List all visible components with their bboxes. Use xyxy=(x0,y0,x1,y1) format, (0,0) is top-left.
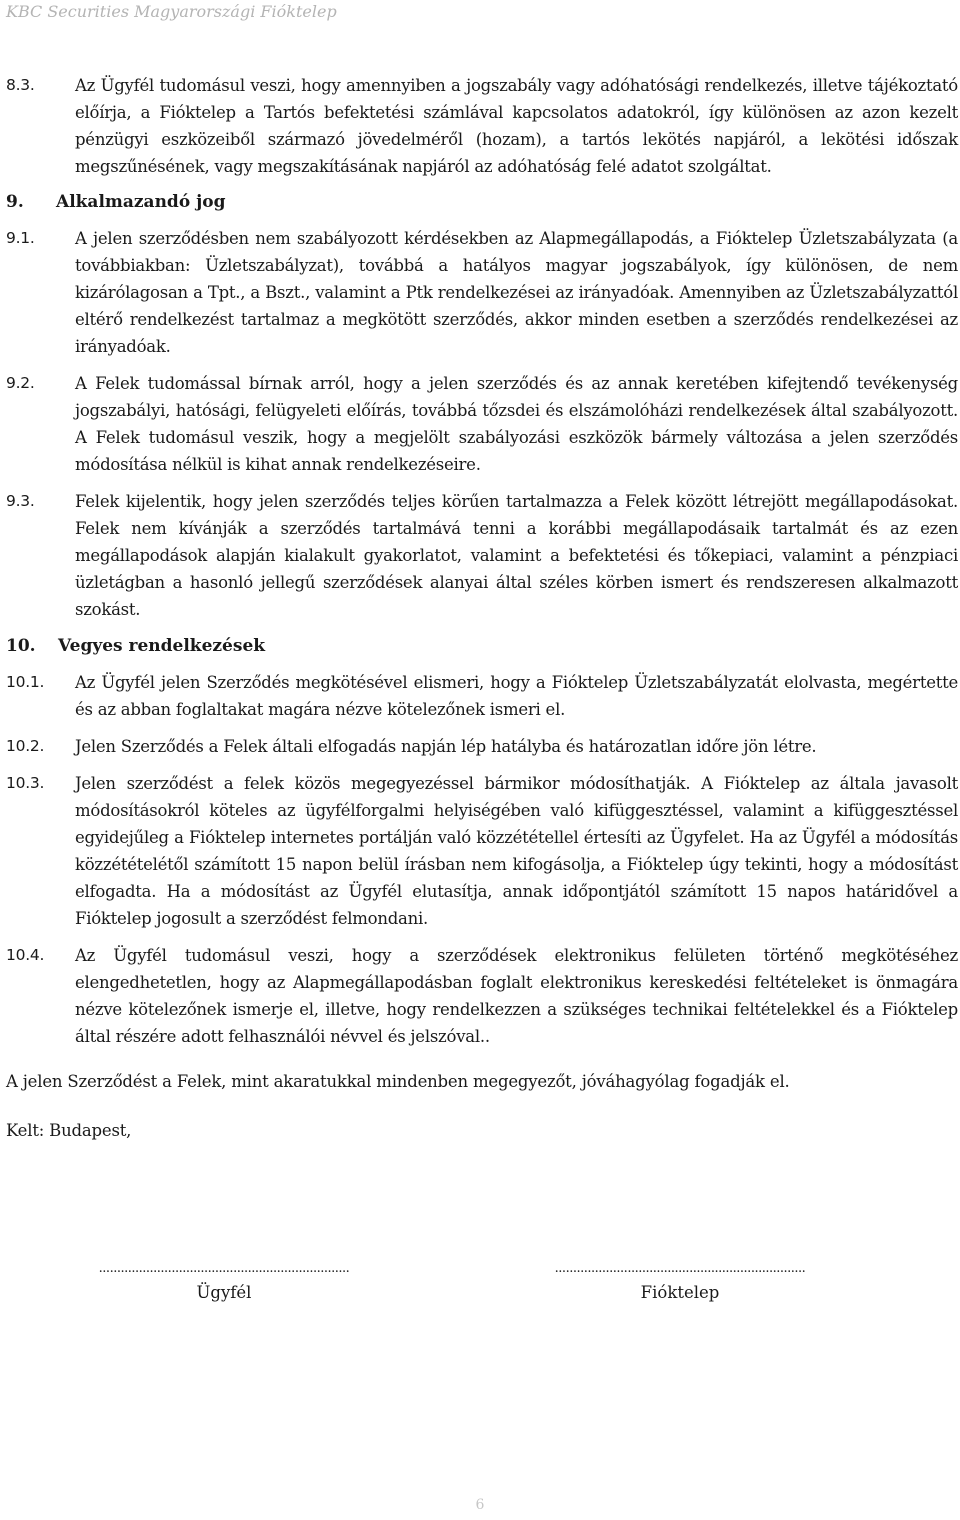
clause-number: 9.3. xyxy=(6,492,35,510)
clause-8-3 xyxy=(6,72,958,180)
signature-label: Ügyfél xyxy=(196,1283,252,1302)
clause-text: Felek kijelentik, hogy jelen szerződés teljes körűen tartalmazza a Felek között létrejött megállapodásokat. Felek nem kívánják a szerződés tartalmává tenni a korábbi megállapodásaik tartalmát és az ezen megállapodások alapján kialakult gyakorlatot, valamint a befektetési és tőkepiaci, valamint a pénzpiaci üzletágban a hasonló jellegű szerződések alanyai által széles körben ismert és rendszeresen alkalmazott szokást. xyxy=(75,492,958,619)
document-body xyxy=(6,72,958,1144)
clause-text: Az Ügyfél jelen Szerződés megkötésével elismeri, hogy a Fióktelep Üzletszabályzatát elolvasta, megértette és az abban foglaltakat magára nézve kötelezőnek ismeri el. xyxy=(75,673,958,719)
signature-line: ..................................................................... xyxy=(98,1261,350,1276)
section-heading-10 xyxy=(6,633,958,660)
clause-number: 10.4. xyxy=(6,946,45,964)
clause-9-1 xyxy=(6,225,958,360)
clause-text: A Felek tudomással bírnak arról, hogy a jelen szerződés és az annak keretében kifejtendő tevékenység jogszabályi, hatósági, felügyeleti előírás, továbbá tőzsdei és elszámolóházi rendelkezések által szabályozott. A Felek tudomásul veszik, hogy a megjelölt szabályozási eszközök bármely változása a jelen szerződés módosítása nélkül is kihat annak rendelkezéseire. xyxy=(75,374,958,474)
clause-10-3 xyxy=(6,770,958,932)
place-of-signing: Kelt: Budapest, xyxy=(6,1121,132,1140)
clause-number: 10.2. xyxy=(6,737,45,755)
clause-number: 9.2. xyxy=(6,374,35,392)
clause-10-1 xyxy=(6,669,958,723)
signature-block xyxy=(0,1262,960,1322)
section-number: 9. xyxy=(6,192,24,212)
clause-9-2 xyxy=(6,370,958,478)
branch-signature xyxy=(533,1262,827,1304)
clause-10-4 xyxy=(6,942,958,1050)
section-title: Vegyes rendelkezések xyxy=(58,636,266,656)
clause-text: Az Ügyfél tudomásul veszi, hogy amennyiben a jogszabály vagy adóhatósági rendelkezés, illetve tájékoztató előírja, a Fióktelep a Tartós befektetési számlával kapcsolatos adatokról, így különösen az azon kezelt pénzügyi eszközeiből származó jövedelméről (hozam), a tartós lekötés napjáról, a lekötési időszak megszűnésének, vagy megszakításának napjáról az adóhatóság felé adatot szolgáltat. xyxy=(75,76,958,176)
running-header: KBC Securities Magyarországi Fióktelep xyxy=(6,2,337,21)
clause-9-3 xyxy=(6,488,958,623)
clause-number: 9.1. xyxy=(6,229,35,247)
closing-statement: A jelen Szerződést a Felek, mint akaratukkal mindenben megegyezőt, jóváhagyólag fogadják el. xyxy=(6,1072,790,1091)
clause-text: Jelen szerződést a felek közös megegyezéssel bármikor módosíthatják. A Fióktelep az általa javasolt módosításokról köteles az ügyfélforgalmi helyiségében való kifüggesztéssel, valamint a kifüggesztéssel egyidejűleg a Fióktelep internetes portálján való közzététellel értesíti az Ügyfelet. Ha az Ügyfél a módosítás közzétételétől számított 15 napon belül írásban nem kifogásolja, a Fióktelep úgy tekinti, hogy a módosítást elfogadta. Ha a módosítást az Ügyfél elutasítja, annak időpontjától számított 15 napos határidővel a Fióktelep jogosult a szerződést felmondani. xyxy=(75,774,958,928)
clause-10-2 xyxy=(6,733,958,760)
clause-number: 10.1. xyxy=(6,673,45,691)
signature-line: ..................................................................... xyxy=(554,1261,806,1276)
signature-label: Fióktelep xyxy=(640,1283,720,1302)
clause-text: Jelen Szerződés a Felek általi elfogadás napján lép hatályba és határozatlan időre jön létre. xyxy=(75,737,817,756)
clause-number: 8.3. xyxy=(6,76,35,94)
section-heading-9 xyxy=(6,189,958,216)
section-number: 10. xyxy=(6,636,36,656)
clause-text: A jelen szerződésben nem szabályozott kérdésekben az Alapmegállapodás, a Fióktelep Üzletszabályzata (a továbbiakban: Üzletszabályzat), továbbá a hatályos magyar jogszabályok, így különösen, de nem kizárólagosan a Tpt., a Bszt., valamint a Ptk rendelkezései az irányadóak. Amennyiben az Üzletszabályzattól eltérő rendelkezést tartalmaz a megkötött szerződés, akkor minden esetben a szerződés rendelkezései az irányadóak. xyxy=(75,229,958,356)
client-signature xyxy=(78,1262,370,1304)
clause-text: Az Ügyfél tudomásul veszi, hogy a szerződések elektronikus felületen történő megkötéséhez elengedhetetlen, hogy az Alapmegállapodásban foglalt elektronikus kereskedési feltételeket is önmagára nézve kötelezőnek ismerje el, illetve, hogy rendelkezzen a szükséges technikai feltételekkel és a Fióktelep által részére adott felhasználói névvel és jelszóval.. xyxy=(75,946,958,1046)
section-title: Alkalmazandó jog xyxy=(56,192,226,212)
clause-number: 10.3. xyxy=(6,774,45,792)
page-number: 6 xyxy=(475,1497,485,1513)
